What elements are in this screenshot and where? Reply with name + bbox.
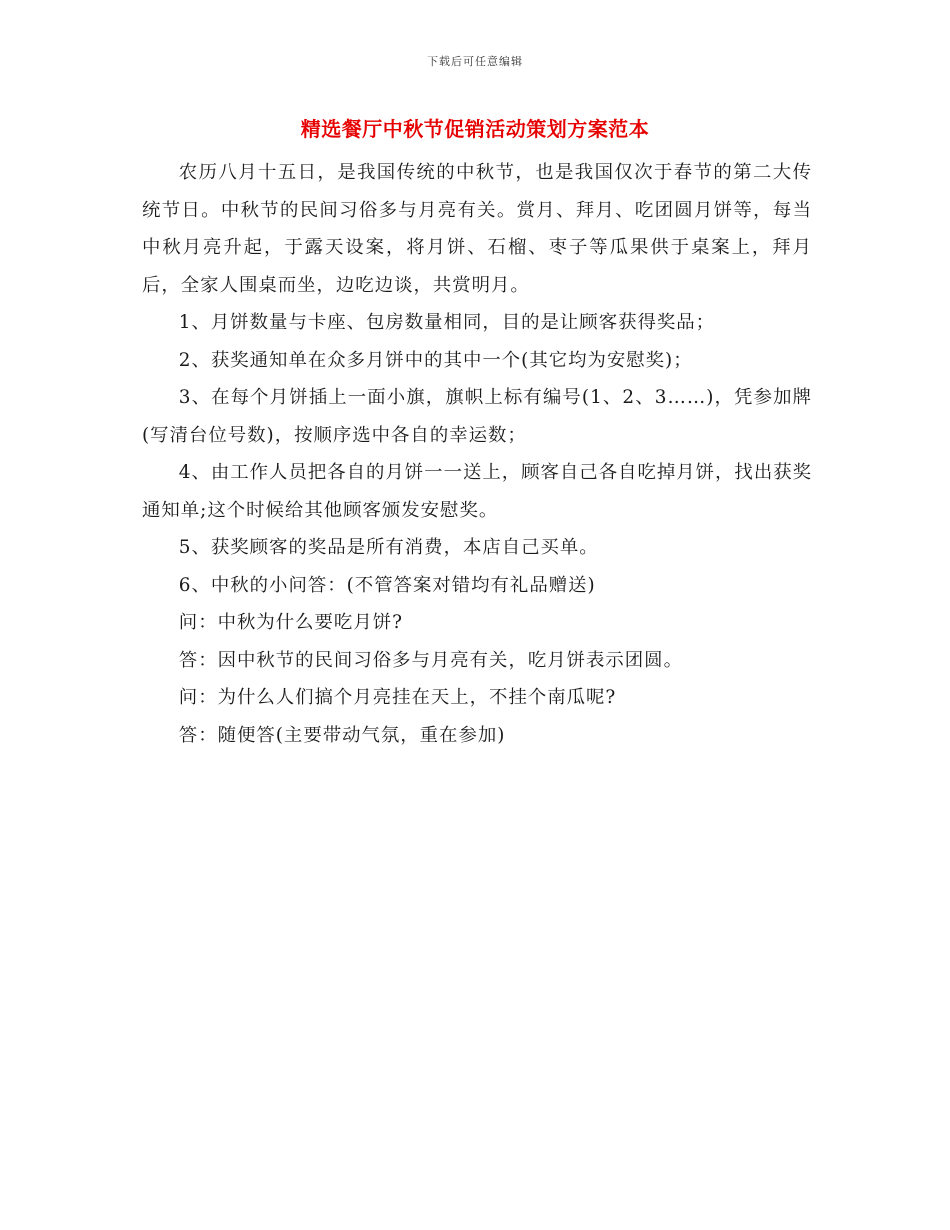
page-header: 下载后可任意编辑: [427, 55, 523, 68]
rule-item-2: 2、获奖通知单在众多月饼中的其中一个(其它均为安慰奖)；: [178, 349, 693, 371]
quiz-question-1: 问：中秋为什么要吃月饼?: [178, 612, 403, 633]
rule-item-3: 3、在每个月饼插上一面小旗，旗帜上标有编号(1、2、3……)，凭参加牌(写清台位号数)，按顺序选中各自的幸运数；: [142, 387, 812, 446]
quiz-question-2: 问：为什么人们搞个月亮挂在天上，不挂个南瓜呢?: [178, 687, 617, 708]
rule-item-6: 6、中秋的小问答：(不管答案对错均有礼品赠送): [178, 574, 596, 596]
intro-paragraph: 农历八月十五日，是我国传统的中秋节，也是我国仅次于春节的第二大传统节日。中秋节的民间习俗多与月亮有关。赏月、拜月、吃团圆月饼等，每当中秋月亮升起，于露天设案，将月饼、石榴、枣子等瓜果供于桌案上，拜月后，全家人围桌而坐，边吃边谈，共赏明月。: [142, 162, 812, 296]
quiz-answer-1: 答：因中秋节的民间习俗多与月亮有关，吃月饼表示团圆。: [178, 649, 683, 671]
rule-item-5: 5、获奖顾客的奖品是所有消费，本店自己买单。: [178, 537, 599, 558]
rule-item-4: 4、由工作人员把各自的月饼一一送上，顾客自己各自吃掉月饼，找出获奖通知单;这个时候给其他顾客颁发安慰奖。: [142, 462, 812, 521]
rule-item-1: 1、月饼数量与卡座、包房数量相同，目的是让顾客获得奖品；: [178, 312, 716, 333]
document-body: [142, 154, 812, 754]
quiz-answer-2: 答：随便答(主要带动气氛，重在参加): [178, 724, 506, 746]
document-title: 精选餐厅中秋节促销活动策划方案范本: [300, 117, 650, 141]
